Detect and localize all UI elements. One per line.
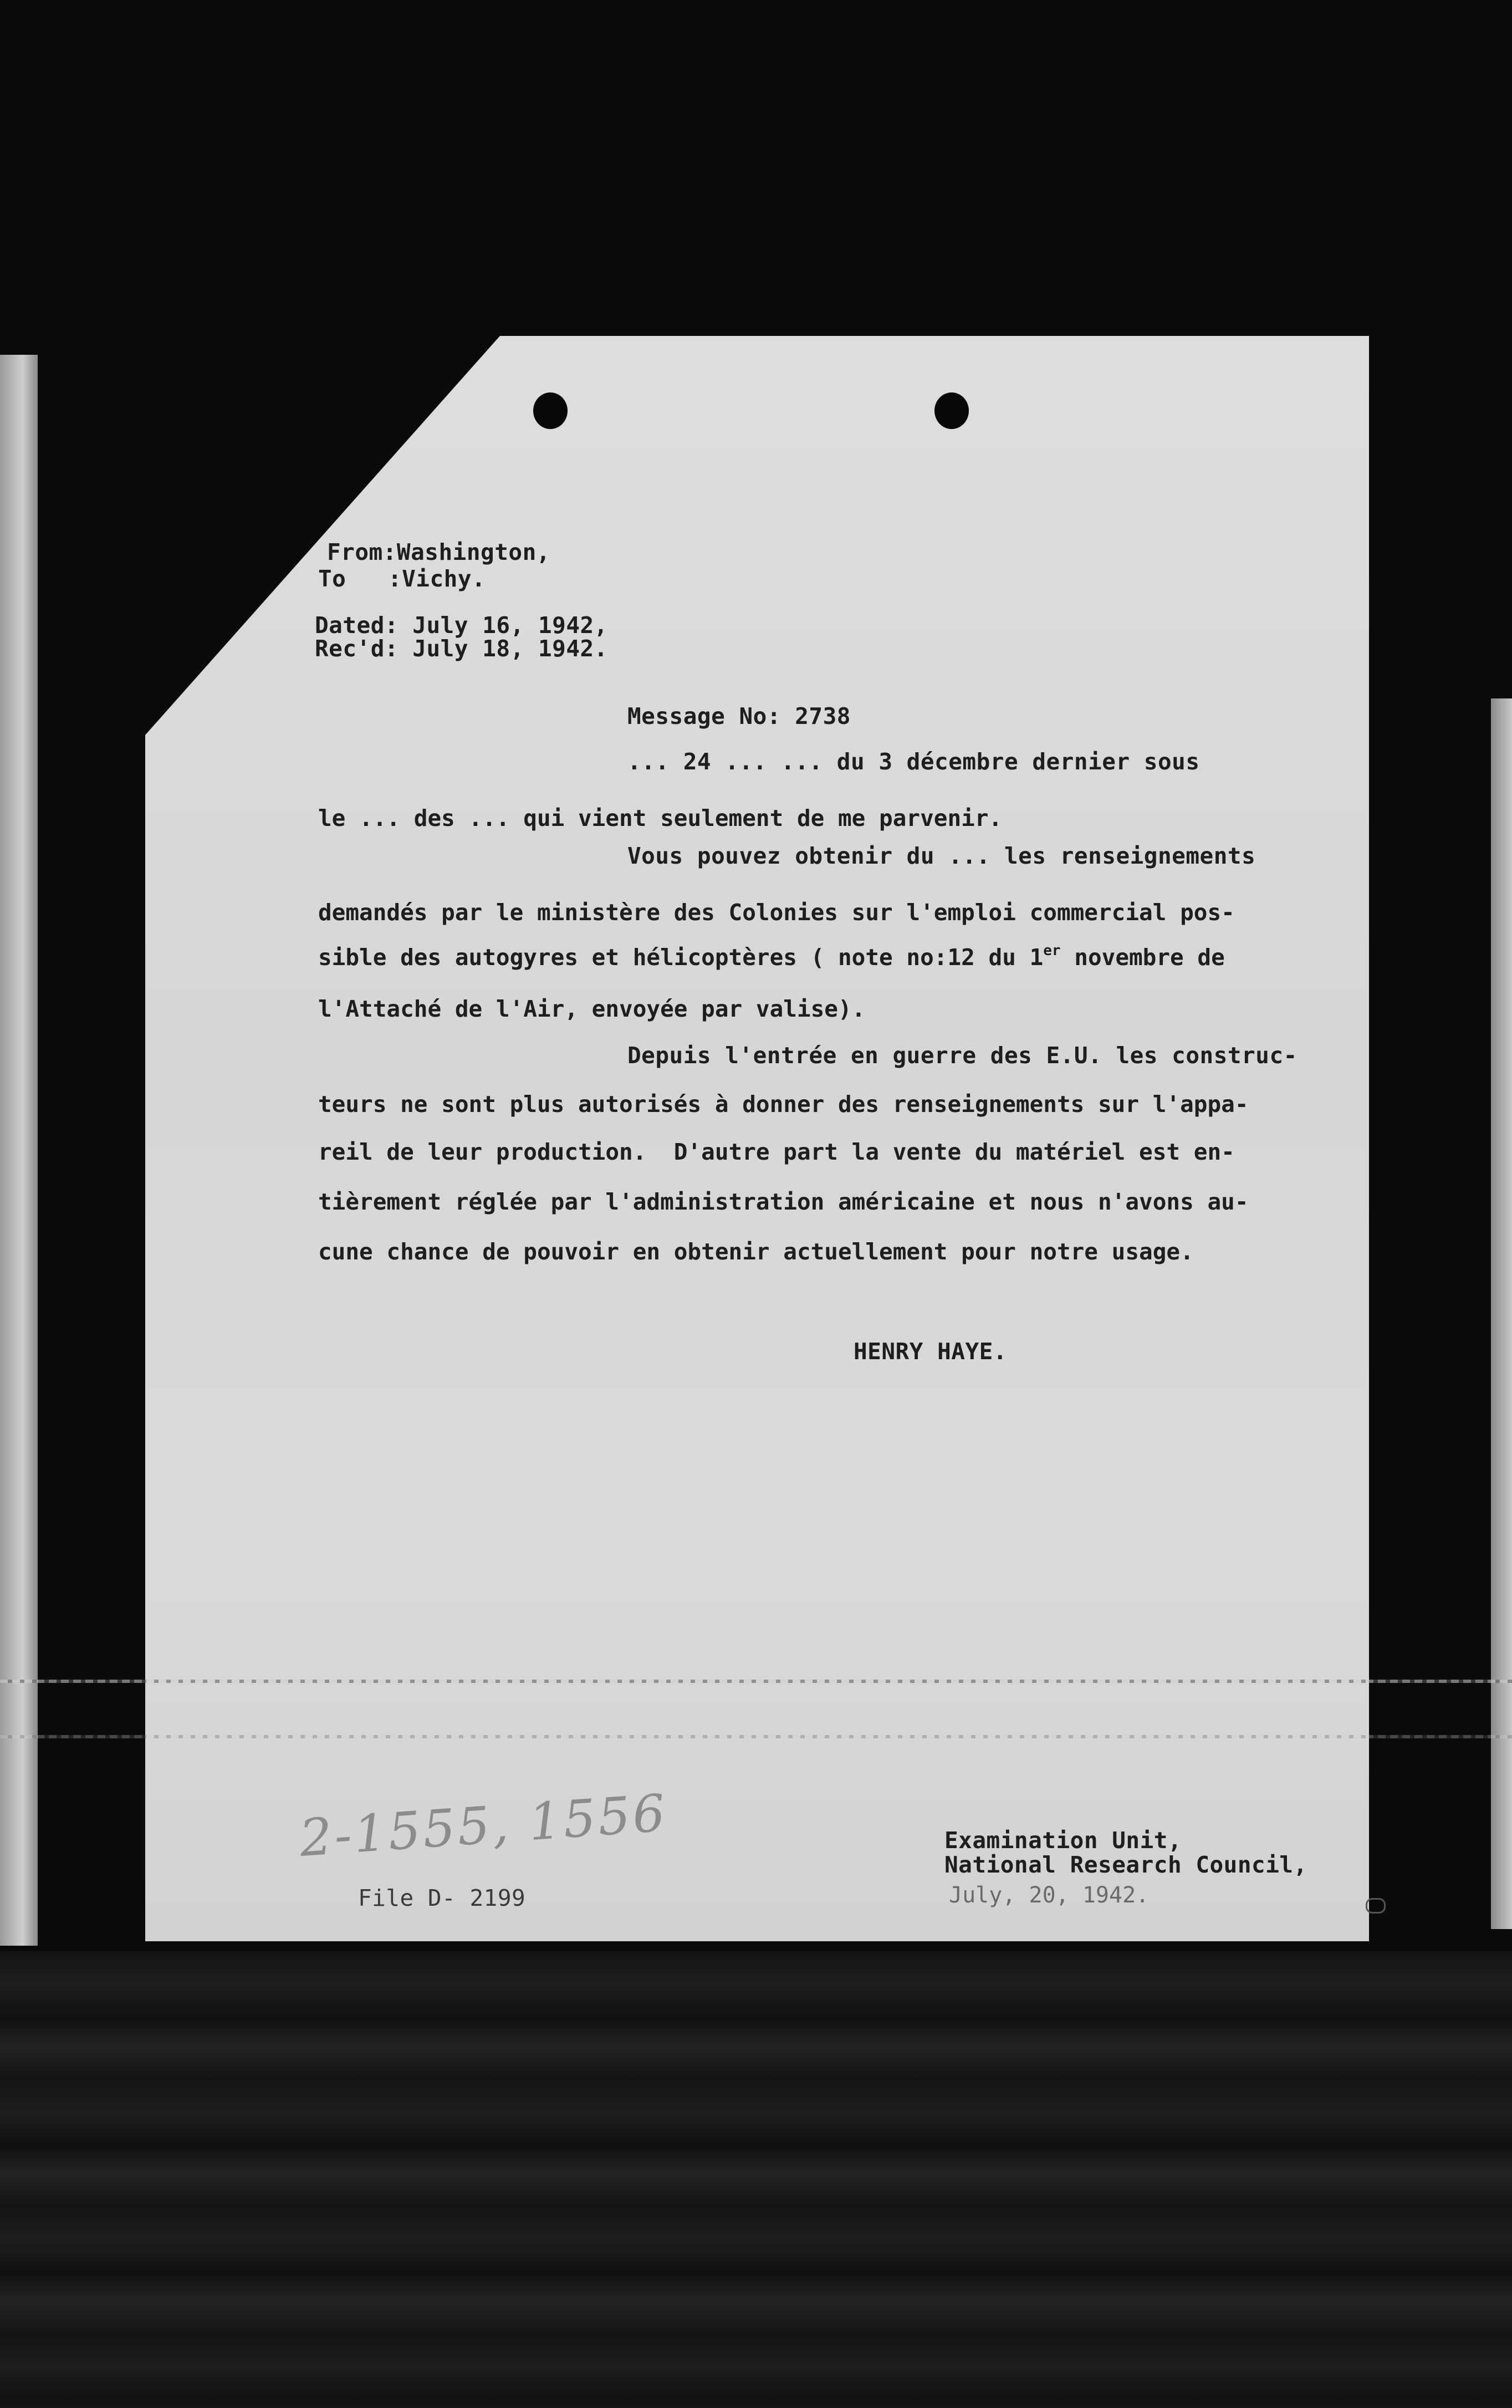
from-line: From:Washington, bbox=[327, 539, 550, 565]
punch-hole-left bbox=[533, 392, 568, 429]
examination-unit: Examination Unit, bbox=[944, 1827, 1182, 1854]
adjacent-page-right-edge bbox=[1491, 698, 1512, 1929]
file-reference: File D- 2199 bbox=[358, 1885, 526, 1911]
scan-artifact-line bbox=[0, 1680, 1512, 1683]
to-line: To :Vichy. bbox=[318, 565, 486, 592]
body-line-7: Depuis l'entrée en guerre des E.U. les construc- bbox=[627, 1042, 1298, 1069]
body-line-5-end: novembre de bbox=[1060, 944, 1225, 971]
body-line-2: le ... des ... qui vient seulement de me parvenir. bbox=[318, 805, 1003, 831]
body-line-5-start: sible des autogyres et hélicoptères ( note no:12 du 1 bbox=[318, 944, 1044, 971]
signature: HENRY HAYE. bbox=[854, 1338, 1008, 1365]
unit-date: July, 20, 1942. bbox=[949, 1882, 1150, 1908]
body-line-6: l'Attaché de l'Air, envoyée par valise). bbox=[318, 996, 866, 1022]
body-line-3: Vous pouvez obtenir du ... les renseignements bbox=[627, 843, 1256, 869]
superscript-er: er bbox=[1043, 942, 1061, 959]
adjacent-page-left-edge bbox=[0, 355, 38, 1946]
body-line-5 bbox=[318, 942, 1225, 971]
punch-hole-right bbox=[934, 392, 969, 429]
body-line-4: demandés par le ministère des Colonies sur l'emploi commercial pos- bbox=[318, 899, 1235, 926]
body-line-8: teurs ne sont plus autorisés à donner des renseignements sur l'appa- bbox=[318, 1091, 1249, 1118]
dated-line: Dated: July 16, 1942, bbox=[315, 612, 608, 639]
film-background-bottom bbox=[0, 1951, 1512, 2408]
body-line-9: reil de leur production. D'autre part la vente du matériel est en- bbox=[318, 1139, 1235, 1165]
message-number: Message No: 2738 bbox=[627, 703, 851, 729]
body-line-11: cune chance de pouvoir en obtenir actuellement pour notre usage. bbox=[318, 1238, 1194, 1265]
handwritten-file-numbers: 2-1555, 1556 bbox=[298, 1783, 670, 1869]
received-line: Rec'd: July 18, 1942. bbox=[315, 635, 608, 662]
scan-artifact-line bbox=[0, 1735, 1512, 1738]
corner-stamp-mark bbox=[1366, 1898, 1386, 1914]
research-council: National Research Council, bbox=[944, 1851, 1307, 1878]
body-line-1: ... 24 ... ... du 3 décembre dernier sous bbox=[627, 748, 1200, 775]
body-line-10: tièrement réglée par l'administration américaine et nous n'avons au- bbox=[318, 1188, 1249, 1215]
